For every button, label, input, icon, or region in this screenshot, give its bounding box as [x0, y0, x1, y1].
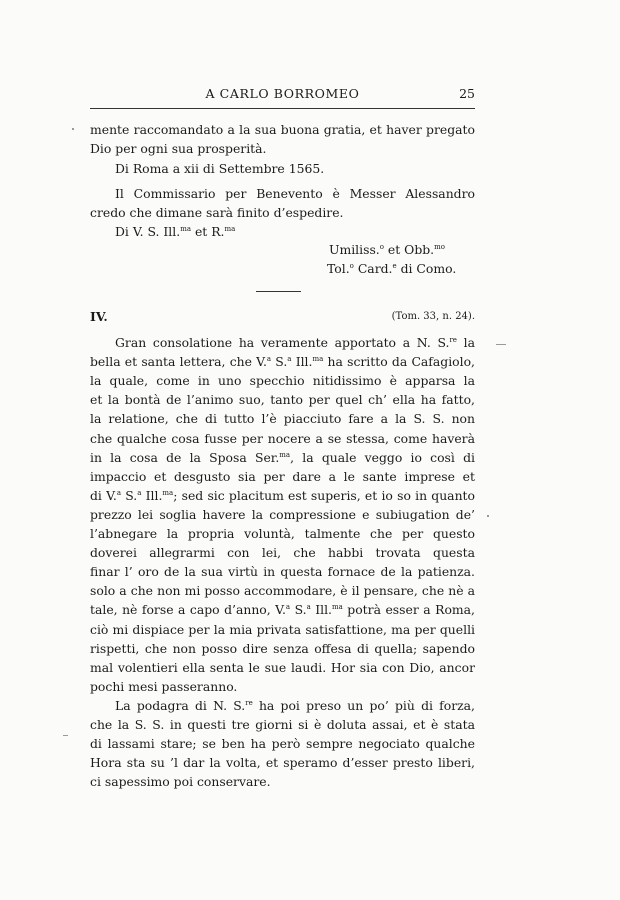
text: et R.	[191, 224, 225, 239]
page-number: 25	[459, 86, 475, 101]
dateline: Di Roma a xii di Settembre 1565.	[115, 161, 325, 176]
text: et Obb.	[383, 242, 435, 257]
text-line: rispetti, che non posso dire senza offesa di quella; sapendo	[90, 640, 475, 656]
superscript: ma	[180, 225, 191, 233]
text: di Como.	[396, 261, 457, 276]
scan-speck	[487, 515, 489, 517]
closing-line	[115, 222, 475, 241]
text-line: finar l’ oro de la sua virtù in questa fornace de la patienza.	[90, 564, 475, 580]
superscript: a	[266, 355, 272, 364]
source-reference: (Tom. 33, n. 24).	[391, 311, 475, 322]
text-line	[90, 352, 475, 371]
superscript: a	[285, 603, 291, 612]
text-line: doverei allegrarmi con lei, che habbi trovata questa	[90, 545, 475, 561]
text: Di V. S. Ill.	[115, 224, 181, 239]
text: di V.	[90, 487, 117, 503]
text-line: impaccio et desgusto sia per dare a le sante imprese et	[90, 468, 475, 484]
text: la	[463, 335, 475, 350]
text: Card.	[353, 261, 393, 276]
superscript: ma	[332, 603, 343, 612]
superscript: o	[379, 243, 384, 251]
text-line	[115, 696, 475, 715]
text: potrà esser a Roma,	[347, 602, 475, 618]
superscript: ma	[224, 225, 236, 233]
superscript: a	[306, 603, 311, 612]
text-line: et la bontà de l’animo suo, tanto per quel ch’ ella ha fatto,	[90, 392, 475, 408]
superscript: re	[449, 336, 457, 344]
superscript: a	[116, 488, 122, 497]
text-line: l’abnegare la propria voluntà, talmente che per questo	[90, 526, 475, 541]
text: S.	[290, 602, 307, 618]
text-line: Dio per ogni sua prosperità.	[90, 141, 267, 156]
text-line	[90, 600, 475, 619]
text-line: la quale, come in uno specchio nitidissimo è apparsa la	[90, 373, 475, 389]
text: S.	[121, 487, 138, 503]
text: Ill.	[310, 602, 332, 618]
text-line: credo che dimane sarà finito d’espedire.	[90, 205, 344, 220]
signature-line	[327, 261, 456, 276]
text: Ill.	[141, 487, 163, 503]
text-line: prezzo lei soglia havere la compressione e subiugation de’	[90, 506, 475, 522]
text: ; sed sic placitum est superis, et io so in quanto	[173, 487, 475, 503]
superscript: o	[349, 262, 354, 270]
text: in la cosa de la Sposa Ser.	[90, 449, 280, 465]
header-rule	[90, 108, 475, 109]
text: Umiliss.	[329, 242, 380, 257]
superscript: re	[245, 698, 253, 707]
section-numeral: IV.	[90, 309, 108, 324]
text: La podagra di N. S.	[115, 697, 246, 713]
signature-line	[329, 242, 445, 257]
text-line: la relatione, che di tutto l’è piacciuto fare a la S. S. non	[90, 411, 475, 427]
superscript: ma	[312, 355, 324, 364]
text: Gran consolatione ha veramente apportato a N. S.	[115, 335, 450, 350]
text-line	[90, 486, 475, 505]
superscript: mo	[434, 243, 445, 251]
text-line	[90, 448, 475, 467]
running-header	[90, 86, 475, 106]
scan-speck	[72, 128, 74, 130]
text: ha scritto da Cafagiolo,	[327, 354, 475, 370]
text-line: Hora sta su ’l dar la volta, et speramo d’esser presto liberi,	[90, 755, 475, 771]
text-line: pochi mesi passeranno.	[90, 678, 238, 694]
section-divider	[256, 291, 301, 292]
text-line: ci sapessimo poi conservare.	[90, 774, 271, 790]
running-title: A CARLO BORROMEO	[205, 86, 360, 101]
text-line: mal volentieri ella senta le sue laudi. Hor sia con Dio, ancor	[90, 659, 475, 675]
text: tale, nè forse a capo d’anno, V.	[90, 602, 286, 618]
text-line: ciò mi dispiace per la mia privata satisfattione, ma per quelli	[90, 621, 475, 637]
text-line	[115, 333, 475, 352]
text-line: mente raccomandato a la sua buona gratia, et haver pregato	[90, 122, 475, 137]
superscript: e	[392, 262, 397, 270]
text: S.	[271, 354, 288, 370]
superscript: a	[137, 488, 142, 497]
scan-speck	[63, 735, 68, 736]
superscript: ma	[162, 488, 174, 497]
superscript: a	[287, 355, 292, 364]
text-line: di lassami stare; se ben ha però sempre negociato qualche	[90, 736, 475, 752]
text: , la quale veggo io così di	[290, 449, 475, 465]
superscript: ma	[279, 450, 291, 459]
text-line: Il Commissario per Benevento è Messer Alessandro	[115, 186, 475, 201]
text: bella et santa lettera, che V.	[90, 354, 267, 370]
text-line: che qualche cosa fusse per nocere a se stessa, come haverà	[90, 430, 475, 446]
text-line: solo a che non mi posso accommodare, è il pensare, che nè a	[90, 583, 475, 599]
text: ha poi preso un po’ più di forza,	[258, 697, 475, 713]
text: Ill.	[291, 354, 313, 370]
scan-speck	[496, 344, 506, 345]
text: Tol.	[327, 261, 350, 276]
text-line: che la S. S. in questi tre giorni si è doluta assai, et è stata	[90, 717, 475, 732]
